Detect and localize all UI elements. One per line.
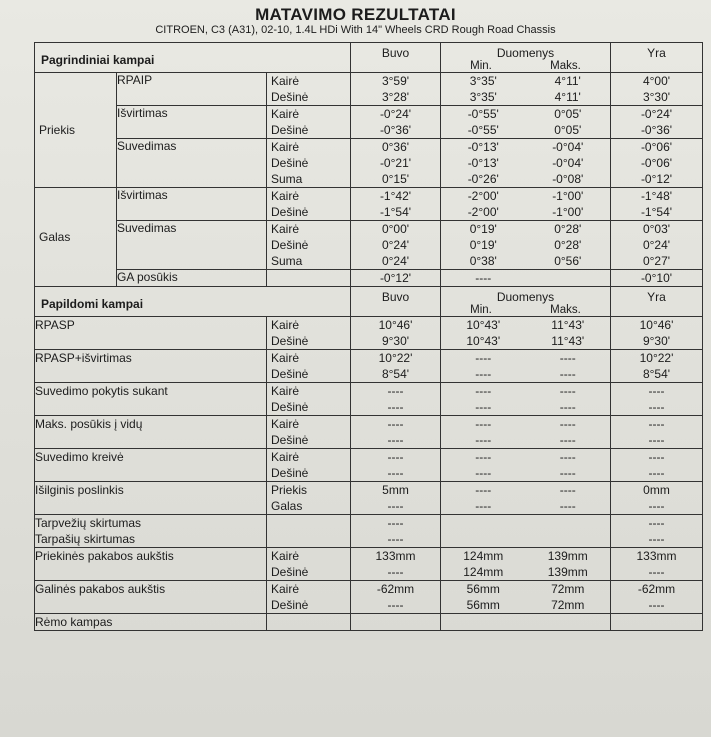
buvo-value: 8°54' bbox=[381, 367, 410, 381]
sub-cell bbox=[267, 416, 351, 449]
duomenys-cell bbox=[441, 106, 611, 139]
min-value: ---- bbox=[475, 400, 492, 414]
yra-value: 0°24' bbox=[642, 238, 671, 252]
param-text: Suvedimo pokytis sukant bbox=[35, 384, 168, 398]
buvo-cell bbox=[351, 317, 441, 350]
section-extra-header bbox=[35, 287, 703, 317]
maks-value: ---- bbox=[559, 450, 576, 464]
table-row bbox=[35, 106, 703, 139]
yra-value: 3°30' bbox=[642, 90, 671, 104]
min-value: 10°43' bbox=[466, 318, 501, 332]
yra-value bbox=[611, 614, 702, 630]
sub-cell bbox=[267, 221, 351, 270]
duomenys-cell bbox=[441, 139, 611, 188]
yra-cell bbox=[611, 515, 703, 548]
yra-value: ---- bbox=[648, 433, 665, 447]
buvo-value: 3°59' bbox=[381, 74, 410, 88]
yra-cell bbox=[611, 581, 703, 614]
buvo-cell bbox=[351, 515, 441, 548]
yra-value: -0°10' bbox=[640, 271, 673, 285]
maks-value: -0°04' bbox=[552, 140, 584, 154]
buvo-cell bbox=[351, 73, 441, 106]
maks-value: ---- bbox=[559, 367, 576, 381]
min-value bbox=[441, 515, 526, 531]
buvo-cell bbox=[351, 482, 441, 515]
yra-value: 0°27' bbox=[642, 254, 671, 268]
buvo-cell bbox=[351, 383, 441, 416]
yra-cell bbox=[611, 221, 703, 270]
min-value: ---- bbox=[475, 384, 492, 398]
sub-label bbox=[267, 614, 350, 630]
col-yra-label: Yra bbox=[647, 290, 666, 304]
table-row bbox=[35, 317, 703, 350]
yra-value: ---- bbox=[648, 466, 665, 480]
results-table bbox=[34, 42, 703, 631]
maks-value: ---- bbox=[559, 499, 576, 513]
yra-value: ---- bbox=[648, 417, 665, 431]
min-value: -0°13' bbox=[467, 140, 499, 154]
buvo-cell bbox=[351, 449, 441, 482]
buvo-value: -0°12' bbox=[379, 271, 412, 285]
duomenys-cell bbox=[441, 350, 611, 383]
buvo-cell bbox=[351, 548, 441, 581]
axle-label: Priekis bbox=[35, 73, 117, 188]
yra-cell bbox=[611, 188, 703, 221]
table-row bbox=[35, 188, 703, 221]
buvo-cell bbox=[351, 350, 441, 383]
buvo-value: 10°46' bbox=[378, 318, 413, 332]
maks-value bbox=[526, 515, 611, 531]
col-buvo-label: Buvo bbox=[381, 290, 410, 304]
min-value: ---- bbox=[475, 466, 492, 480]
duomenys-cell bbox=[441, 221, 611, 270]
duomenys-cell bbox=[441, 614, 611, 631]
yra-value: 4°00' bbox=[642, 74, 671, 88]
table-row bbox=[35, 482, 703, 515]
buvo-cell bbox=[351, 106, 441, 139]
sub-label: Kairė bbox=[271, 222, 300, 236]
sub-cell bbox=[267, 317, 351, 350]
maks-value: ---- bbox=[559, 466, 576, 480]
maks-value: 139mm bbox=[547, 549, 588, 563]
min-value: 124mm bbox=[463, 549, 504, 563]
buvo-value bbox=[351, 614, 440, 630]
duomenys-cell bbox=[441, 449, 611, 482]
duomenys-cell bbox=[441, 482, 611, 515]
col-buvo-label: Buvo bbox=[381, 46, 410, 60]
buvo-value: 0°24' bbox=[381, 238, 410, 252]
buvo-value: 0°36' bbox=[381, 140, 410, 154]
yra-cell bbox=[611, 106, 703, 139]
min-value bbox=[441, 531, 526, 547]
sub-label: Priekis bbox=[271, 483, 308, 497]
sub-label bbox=[267, 270, 350, 286]
param-label bbox=[35, 383, 267, 416]
param-text: RPASP bbox=[35, 318, 75, 332]
sub-cell bbox=[267, 188, 351, 221]
buvo-value: ---- bbox=[387, 565, 404, 579]
col-duomenys-label: Duomenys bbox=[496, 290, 555, 304]
maks-value: -1°00' bbox=[552, 205, 584, 219]
maks-value: -0°08' bbox=[552, 172, 584, 186]
min-value: -0°13' bbox=[467, 156, 499, 170]
min-value bbox=[441, 614, 526, 630]
buvo-value: ---- bbox=[387, 384, 404, 398]
maks-value: 0°56' bbox=[554, 254, 582, 268]
sub-cell bbox=[267, 270, 351, 287]
param-label: Išvirtimas bbox=[117, 106, 267, 139]
buvo-cell bbox=[351, 416, 441, 449]
buvo-value: -0°36' bbox=[379, 123, 412, 137]
duomenys-cell bbox=[441, 317, 611, 350]
duomenys-cell bbox=[441, 188, 611, 221]
sub-label: Suma bbox=[271, 254, 303, 268]
param-label: Išvirtimas bbox=[117, 188, 267, 221]
sub-label: Dešinė bbox=[271, 367, 309, 381]
yra-value: ---- bbox=[648, 400, 665, 414]
maks-value: 4°11' bbox=[554, 74, 581, 88]
buvo-value: ---- bbox=[387, 417, 404, 431]
col-yra bbox=[611, 287, 703, 317]
min-value: ---- bbox=[475, 351, 492, 365]
duomenys-cell bbox=[441, 581, 611, 614]
min-value: ---- bbox=[475, 450, 492, 464]
yra-cell bbox=[611, 317, 703, 350]
yra-cell bbox=[611, 482, 703, 515]
buvo-cell bbox=[351, 139, 441, 188]
min-value: -2°00' bbox=[467, 205, 499, 219]
table-row bbox=[35, 416, 703, 449]
maks-value: 11°43' bbox=[551, 318, 585, 332]
maks-value: 4°11' bbox=[554, 90, 581, 104]
param-label: GA posūkis bbox=[117, 270, 267, 287]
sub-label: Dešinė bbox=[271, 466, 309, 480]
param-text: Priekinės pakabos aukštis bbox=[35, 549, 174, 563]
maks-value: ---- bbox=[559, 483, 576, 497]
sub-label: Kairė bbox=[271, 107, 300, 121]
min-value: 10°43' bbox=[466, 334, 501, 348]
yra-value: 133mm bbox=[636, 549, 677, 563]
buvo-value: -1°42' bbox=[379, 189, 412, 203]
yra-value: -0°12' bbox=[640, 172, 673, 186]
param-label: RPAIP bbox=[117, 73, 267, 106]
col-maks-label: Maks. bbox=[550, 304, 581, 316]
sub-cell bbox=[267, 614, 351, 631]
min-value: ---- bbox=[475, 483, 492, 497]
yra-value: -62mm bbox=[637, 582, 676, 596]
param-label bbox=[35, 449, 267, 482]
param-label bbox=[35, 515, 267, 548]
table-row bbox=[35, 449, 703, 482]
yra-cell bbox=[611, 416, 703, 449]
buvo-value: 9°30' bbox=[381, 334, 410, 348]
sub-cell bbox=[267, 106, 351, 139]
param-label: Suvedimas bbox=[117, 139, 267, 188]
buvo-value: 10°22' bbox=[378, 351, 413, 365]
param-label bbox=[35, 548, 267, 581]
sub-label: Kairė bbox=[271, 384, 300, 398]
col-duomenys-label: Duomenys bbox=[496, 46, 555, 60]
min-value: 3°35' bbox=[469, 74, 497, 88]
maks-value: ---- bbox=[559, 351, 576, 365]
param-label bbox=[35, 350, 267, 383]
yra-value: ---- bbox=[648, 450, 665, 464]
yra-value: ---- bbox=[648, 565, 665, 579]
yra-value: 0°03' bbox=[642, 222, 671, 236]
section-main-title: Pagrindiniai kampai bbox=[35, 43, 351, 73]
maks-value bbox=[526, 270, 611, 286]
buvo-value: -0°21' bbox=[379, 156, 412, 170]
min-value: -0°55' bbox=[467, 107, 499, 121]
param-text: Suvedimo kreivė bbox=[35, 450, 124, 464]
sub-cell bbox=[267, 449, 351, 482]
buvo-value: -0°24' bbox=[379, 107, 412, 121]
duomenys-cell bbox=[441, 383, 611, 416]
sub-label: Galas bbox=[271, 499, 303, 513]
yra-value: -0°06' bbox=[640, 156, 673, 170]
table-row bbox=[35, 515, 703, 548]
col-buvo bbox=[351, 43, 441, 73]
maks-value: 72mm bbox=[551, 582, 585, 596]
sub-cell bbox=[267, 482, 351, 515]
sub-label: Dešinė bbox=[271, 433, 309, 447]
yra-cell bbox=[611, 270, 703, 287]
param-text: Tarpašių skirtumas bbox=[35, 532, 136, 546]
maks-value: 0°05' bbox=[554, 107, 582, 121]
table-row bbox=[35, 614, 703, 631]
yra-cell bbox=[611, 449, 703, 482]
sub-cell bbox=[267, 383, 351, 416]
yra-cell bbox=[611, 73, 703, 106]
min-value: ---- bbox=[475, 499, 492, 513]
sub-cell bbox=[267, 73, 351, 106]
yra-value: -1°54' bbox=[640, 205, 673, 219]
yra-value: ---- bbox=[648, 516, 665, 530]
buvo-cell bbox=[351, 221, 441, 270]
param-text: Galinės pakabos aukštis bbox=[35, 582, 166, 596]
sub-label: Dešinė bbox=[271, 123, 309, 137]
sub-label: Kairė bbox=[271, 417, 300, 431]
sub-label: Kairė bbox=[271, 450, 300, 464]
col-duomenys bbox=[441, 287, 611, 317]
sub-cell bbox=[267, 139, 351, 188]
duomenys-cell bbox=[441, 270, 611, 287]
yra-value: 9°30' bbox=[642, 334, 671, 348]
sub-label: Suma bbox=[271, 172, 303, 186]
sub-label bbox=[267, 515, 350, 531]
yra-value: -0°06' bbox=[640, 140, 673, 154]
param-label: Suvedimas bbox=[117, 221, 267, 270]
maks-value: ---- bbox=[559, 384, 576, 398]
col-maks-label: Maks. bbox=[550, 60, 581, 72]
maks-value bbox=[526, 614, 611, 630]
col-yra bbox=[611, 43, 703, 73]
table-row bbox=[35, 581, 703, 614]
sub-label: Dešinė bbox=[271, 334, 309, 348]
buvo-cell bbox=[351, 188, 441, 221]
sub-label: Dešinė bbox=[271, 565, 309, 579]
buvo-value: 5mm bbox=[382, 483, 409, 497]
buvo-value: -62mm bbox=[376, 582, 415, 596]
col-min-label: Min. bbox=[470, 304, 492, 316]
min-value: 124mm bbox=[463, 565, 504, 579]
table-row bbox=[35, 350, 703, 383]
buvo-value: 3°28' bbox=[381, 90, 410, 104]
buvo-value: ---- bbox=[387, 516, 404, 530]
sub-label: Kairė bbox=[271, 582, 300, 596]
yra-cell bbox=[611, 350, 703, 383]
param-text: RPASP+išvirtimas bbox=[35, 351, 132, 365]
buvo-value: 0°24' bbox=[381, 254, 410, 268]
sub-label: Dešinė bbox=[271, 90, 309, 104]
col-yra-label: Yra bbox=[647, 46, 666, 60]
maks-value: -1°00' bbox=[552, 189, 584, 203]
table-row bbox=[35, 383, 703, 416]
min-value: 0°38' bbox=[469, 254, 497, 268]
yra-value: ---- bbox=[648, 384, 665, 398]
buvo-value: ---- bbox=[387, 450, 404, 464]
min-value: -2°00' bbox=[467, 189, 499, 203]
sub-label bbox=[267, 531, 350, 547]
sub-label: Kairė bbox=[271, 351, 300, 365]
sub-label: Dešinė bbox=[271, 205, 309, 219]
yra-value: 10°22' bbox=[639, 351, 674, 365]
param-label bbox=[35, 581, 267, 614]
param-label bbox=[35, 317, 267, 350]
yra-value: ---- bbox=[648, 532, 665, 546]
min-value: -0°26' bbox=[467, 172, 499, 186]
yra-cell bbox=[611, 548, 703, 581]
min-value: 56mm bbox=[466, 598, 500, 612]
yra-value: 8°54' bbox=[642, 367, 671, 381]
sub-cell bbox=[267, 548, 351, 581]
sub-label: Kairė bbox=[271, 74, 300, 88]
buvo-value: -1°54' bbox=[379, 205, 412, 219]
min-value: ---- bbox=[475, 433, 492, 447]
sub-label: Dešinė bbox=[271, 400, 309, 414]
maks-value: ---- bbox=[559, 433, 576, 447]
sub-cell bbox=[267, 581, 351, 614]
yra-value: -1°48' bbox=[640, 189, 673, 203]
param-text: Rėmo kampas bbox=[35, 615, 113, 629]
param-text: Išilginis poslinkis bbox=[35, 483, 124, 497]
yra-value: 10°46' bbox=[639, 318, 674, 332]
min-value: 56mm bbox=[466, 582, 500, 596]
buvo-value: ---- bbox=[387, 433, 404, 447]
yra-cell bbox=[611, 614, 703, 631]
sub-label: Dešinė bbox=[271, 156, 309, 170]
col-min-label: Min. bbox=[470, 60, 492, 72]
maks-value: 0°05' bbox=[554, 123, 582, 137]
buvo-value: ---- bbox=[387, 466, 404, 480]
duomenys-cell bbox=[441, 416, 611, 449]
param-text: Maks. posūkis į vidų bbox=[35, 417, 143, 431]
buvo-cell bbox=[351, 270, 441, 287]
param-label bbox=[35, 614, 267, 631]
table-row bbox=[35, 221, 703, 270]
min-value: ---- bbox=[475, 367, 492, 381]
col-buvo bbox=[351, 287, 441, 317]
min-value: 3°35' bbox=[469, 90, 497, 104]
maks-value: ---- bbox=[559, 417, 576, 431]
yra-cell bbox=[611, 383, 703, 416]
min-value: -0°55' bbox=[467, 123, 499, 137]
yra-value: -0°24' bbox=[640, 107, 673, 121]
table-row bbox=[35, 73, 703, 106]
maks-value: 139mm bbox=[547, 565, 588, 579]
document-title: MATAVIMO REZULTATAI bbox=[255, 5, 456, 24]
min-value: 0°19' bbox=[469, 238, 497, 252]
col-duomenys bbox=[441, 43, 611, 73]
maks-value: 72mm bbox=[551, 598, 585, 612]
buvo-value: ---- bbox=[387, 499, 404, 513]
maks-value: 0°28' bbox=[554, 222, 582, 236]
buvo-value: ---- bbox=[387, 532, 404, 546]
buvo-value: 133mm bbox=[375, 549, 416, 563]
yra-value: 0mm bbox=[643, 483, 670, 497]
sub-cell bbox=[267, 350, 351, 383]
min-value: 0°19' bbox=[469, 222, 497, 236]
sub-label: Kairė bbox=[271, 318, 300, 332]
yra-value: -0°36' bbox=[640, 123, 673, 137]
param-label bbox=[35, 482, 267, 515]
section-main-header bbox=[35, 43, 703, 73]
maks-value: -0°04' bbox=[552, 156, 584, 170]
param-label bbox=[35, 416, 267, 449]
section-extra-title: Papildomi kampai bbox=[35, 287, 351, 317]
maks-value: 0°28' bbox=[554, 238, 582, 252]
yra-cell bbox=[611, 139, 703, 188]
maks-value: ---- bbox=[559, 400, 576, 414]
duomenys-cell bbox=[441, 73, 611, 106]
yra-value: ---- bbox=[648, 598, 665, 612]
duomenys-cell bbox=[441, 548, 611, 581]
buvo-cell bbox=[351, 614, 441, 631]
buvo-cell bbox=[351, 581, 441, 614]
param-text: Tarpvežių skirtumas bbox=[35, 516, 142, 530]
maks-value: 11°43' bbox=[551, 334, 585, 348]
sub-label: Kairė bbox=[271, 140, 300, 154]
sub-label: Kairė bbox=[271, 549, 300, 563]
min-value: ---- bbox=[475, 271, 492, 285]
buvo-value: 0°15' bbox=[381, 172, 410, 186]
vehicle-subtitle: CITROEN, C3 (A31), 02-10, 1.4L HDi With 14" Wheels CRD Rough Road Chassis bbox=[155, 24, 556, 36]
sub-label: Dešinė bbox=[271, 598, 309, 612]
buvo-value: ---- bbox=[387, 400, 404, 414]
sub-label: Kairė bbox=[271, 189, 300, 203]
axle-label: Galas bbox=[35, 188, 117, 287]
buvo-value: ---- bbox=[387, 598, 404, 612]
buvo-value: 0°00' bbox=[381, 222, 410, 236]
sub-cell bbox=[267, 515, 351, 548]
duomenys-cell bbox=[441, 515, 611, 548]
table-row bbox=[35, 548, 703, 581]
table-row bbox=[35, 139, 703, 188]
maks-value bbox=[526, 531, 611, 547]
min-value: ---- bbox=[475, 417, 492, 431]
sub-label: Dešinė bbox=[271, 238, 309, 252]
yra-value: ---- bbox=[648, 499, 665, 513]
table-row bbox=[35, 270, 703, 287]
